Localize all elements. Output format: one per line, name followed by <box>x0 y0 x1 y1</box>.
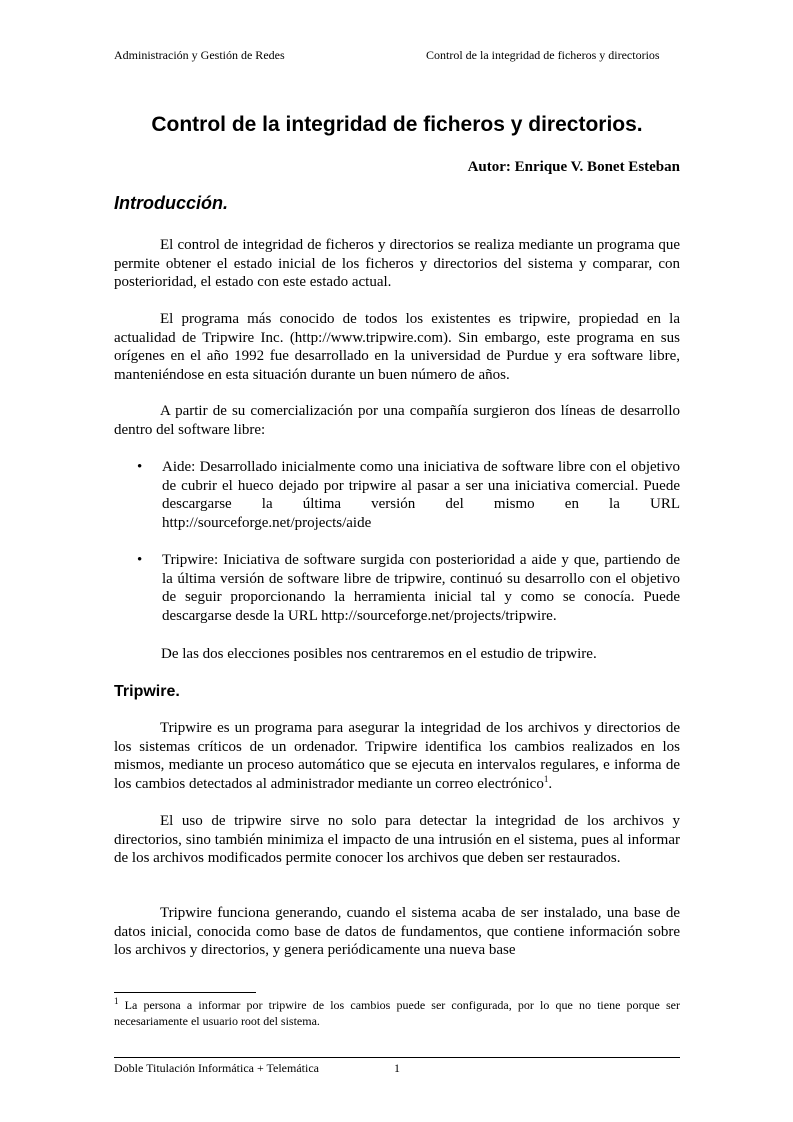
bullet-icon: • <box>137 459 143 475</box>
list-item-tripwire: Tripwire: Iniciativa de software surgida con posterioridad a aide y que, partiendo de la última versión de software libre de tripwire, continuó su desarrollo con el objetivo de seguir proporcionando la herramienta inicial tal y como se conocía. Puede descargarse desde la URL http://sourceforge.net/projects/tripwire. <box>162 552 680 624</box>
author-line: Autor: Enrique V. Bonet Esteban <box>467 159 680 175</box>
tripwire-paragraph-1 <box>114 719 680 793</box>
tripwire-paragraph-2: El uso de tripwire sirve no solo para detectar la integridad de los archivos y directorios, sino también minimiza el impacto de una intrusión en el sistema, pues al informar de los archivos modificados permite conocer los archivos que deben ser restaurados. <box>114 813 680 866</box>
document-title: Control de la integridad de ficheros y directorios. <box>151 113 643 136</box>
tripwire-paragraph-1-end: . <box>548 775 553 792</box>
footnote-number: 1 <box>114 996 119 1006</box>
page-number: 1 <box>394 1061 400 1075</box>
bullet-icon: • <box>137 552 143 568</box>
footnote-separator <box>114 992 256 993</box>
intro-paragraph-4: De las dos elecciones posibles nos centraremos en el estudio de tripwire. <box>161 646 597 662</box>
intro-paragraph-3: A partir de su comercialización por una compañía surgieron dos líneas de desarrollo dentro del software libre: <box>114 403 680 438</box>
list-item-aide: Aide: Desarrollado inicialmente como una iniciativa de software libre con el objetivo de cubrir el hueco dejado por tripwire al pasar a ser una iniciativa comercial. Puede descargarse la última versión del mismo en la URL http://sourceforge.net/projects/aide <box>162 459 680 531</box>
footnote <box>114 997 680 1029</box>
footer-separator <box>114 1057 680 1058</box>
footnote-reference: 1 <box>543 773 549 784</box>
intro-paragraph-2: El programa más conocido de todos los existentes es tripwire, propiedad en la actualidad de Tripwire Inc. (http://www.tripwire.com). Sin embargo, este programa en sus orígenes en el año 1992 fue desarrollado en la universidad de Purdue y era software libre, manteniéndose en esta situación durante un buen número de años. <box>114 311 680 383</box>
footer-text: Doble Titulación Informática + Telemática <box>114 1061 319 1075</box>
running-header-left: Administración y Gestión de Redes <box>114 48 285 62</box>
footnote-text: La persona a informar por tripwire de los cambios puede ser configurada, por lo que no tiene porque ser necesariamente el usuario root del sistema. <box>114 998 680 1028</box>
tripwire-paragraph-3: Tripwire funciona generando, cuando el sistema acaba de ser instalado, una base de datos inicial, conocida como base de datos de fundamentos, que contiene información sobre los archivos y directorios, y genera periódicamente una nueva base <box>114 905 680 958</box>
section-heading-introduccion: Introducción. <box>114 193 228 213</box>
section-heading-tripwire: Tripwire. <box>114 683 180 700</box>
intro-paragraph-1: El control de integridad de ficheros y directorios se realiza mediante un programa que permite obtener el estado inicial de los ficheros y directorios del sistema y comparar, con posterioridad, el estado con este estado actual. <box>114 237 680 290</box>
running-header-right: Control de la integridad de ficheros y directorios <box>426 48 660 62</box>
tripwire-paragraph-1-text: Tripwire es un programa para asegurar la integridad de los archivos y directorios de los sistemas críticos de un ordenador. Tripwire identifica los cambios realizados en los mismos, mediante un proceso automático que se ejecuta en intervalos regulares, e informa de los cambios detectados al administrador mediante un correo electrónico <box>114 720 680 792</box>
